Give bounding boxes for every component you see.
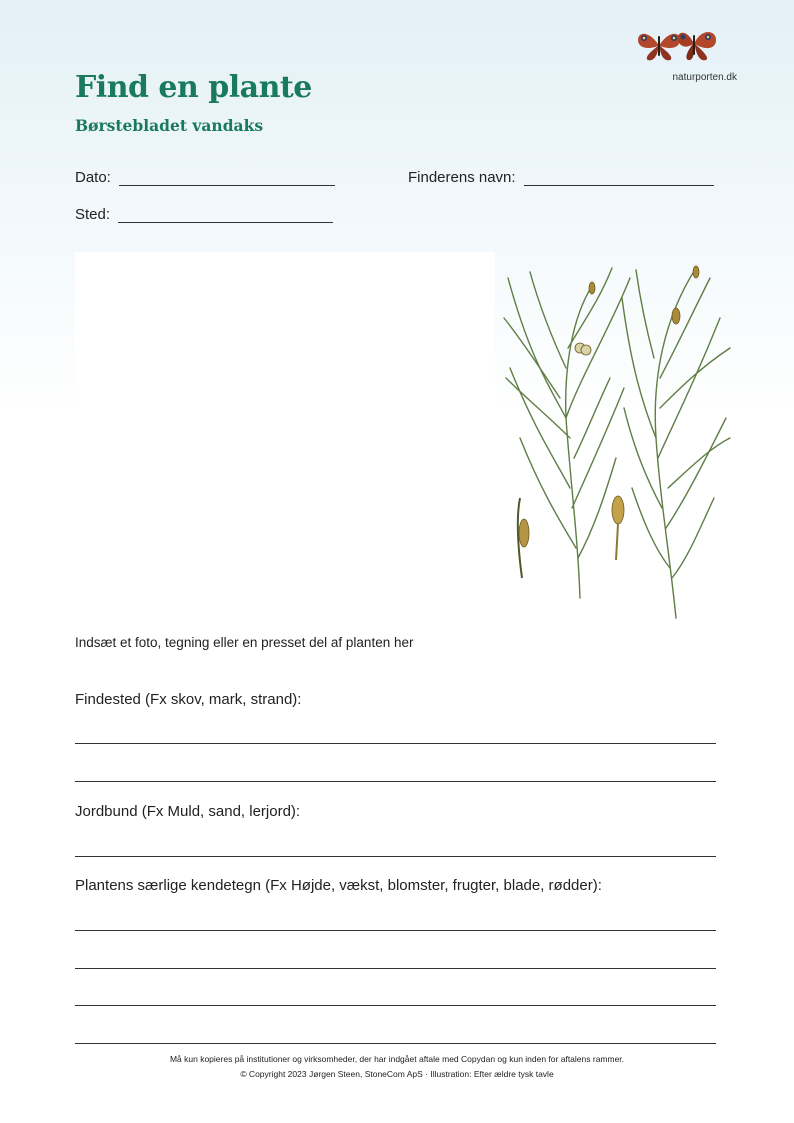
plant-name: Børstebladet vandaks: [75, 116, 264, 135]
soil-question: Jordbund (Fx Muld, sand, lerjord):: [75, 803, 301, 820]
date-label: Dato:: [75, 169, 111, 186]
copyright: © Copyright 2023 Jørgen Steen, StoneCom ApS · Illustration: Efter ældre tysk tavle: [240, 1069, 554, 1079]
finder-line[interactable]: [524, 169, 714, 186]
features-question: Plantens særlige kendetegn (Fx Højde, vækst, blomster, frugter, blade, rødder):: [75, 877, 602, 894]
butterfly-left: [638, 34, 680, 61]
place-line[interactable]: [118, 206, 333, 223]
photo-area[interactable]: [75, 252, 495, 622]
place-label: Sted:: [75, 206, 111, 223]
answer-line[interactable]: [75, 968, 716, 969]
date-line[interactable]: [119, 169, 335, 186]
finder-field: [408, 169, 714, 186]
insert-caption: Indsæt et foto, tegning eller en presset del af planten her: [75, 635, 414, 650]
plant-illustration: [500, 258, 736, 624]
answer-line[interactable]: [75, 1005, 716, 1006]
date-field: [75, 169, 335, 186]
site-name[interactable]: naturporten.dk: [672, 72, 737, 83]
fruit-detail: [518, 496, 624, 578]
location-question: Findested (Fx skov, mark, strand):: [75, 691, 302, 708]
answer-line[interactable]: [75, 743, 716, 744]
place-field: [75, 206, 333, 223]
answer-line[interactable]: [75, 781, 716, 782]
butterfly-right: [678, 32, 716, 60]
finder-label: Finderens navn:: [408, 169, 516, 186]
answer-line[interactable]: [75, 1043, 716, 1044]
answer-line[interactable]: [75, 930, 716, 931]
copy-notice: Må kun kopieres på institutioner og virksomheder, der har indgået aftale med Copydan og kun inden for aftalens rammer.: [169, 1054, 625, 1064]
answer-line[interactable]: [75, 856, 716, 857]
page-title: Find en plante: [75, 70, 312, 105]
butterfly-icon: [636, 26, 718, 64]
